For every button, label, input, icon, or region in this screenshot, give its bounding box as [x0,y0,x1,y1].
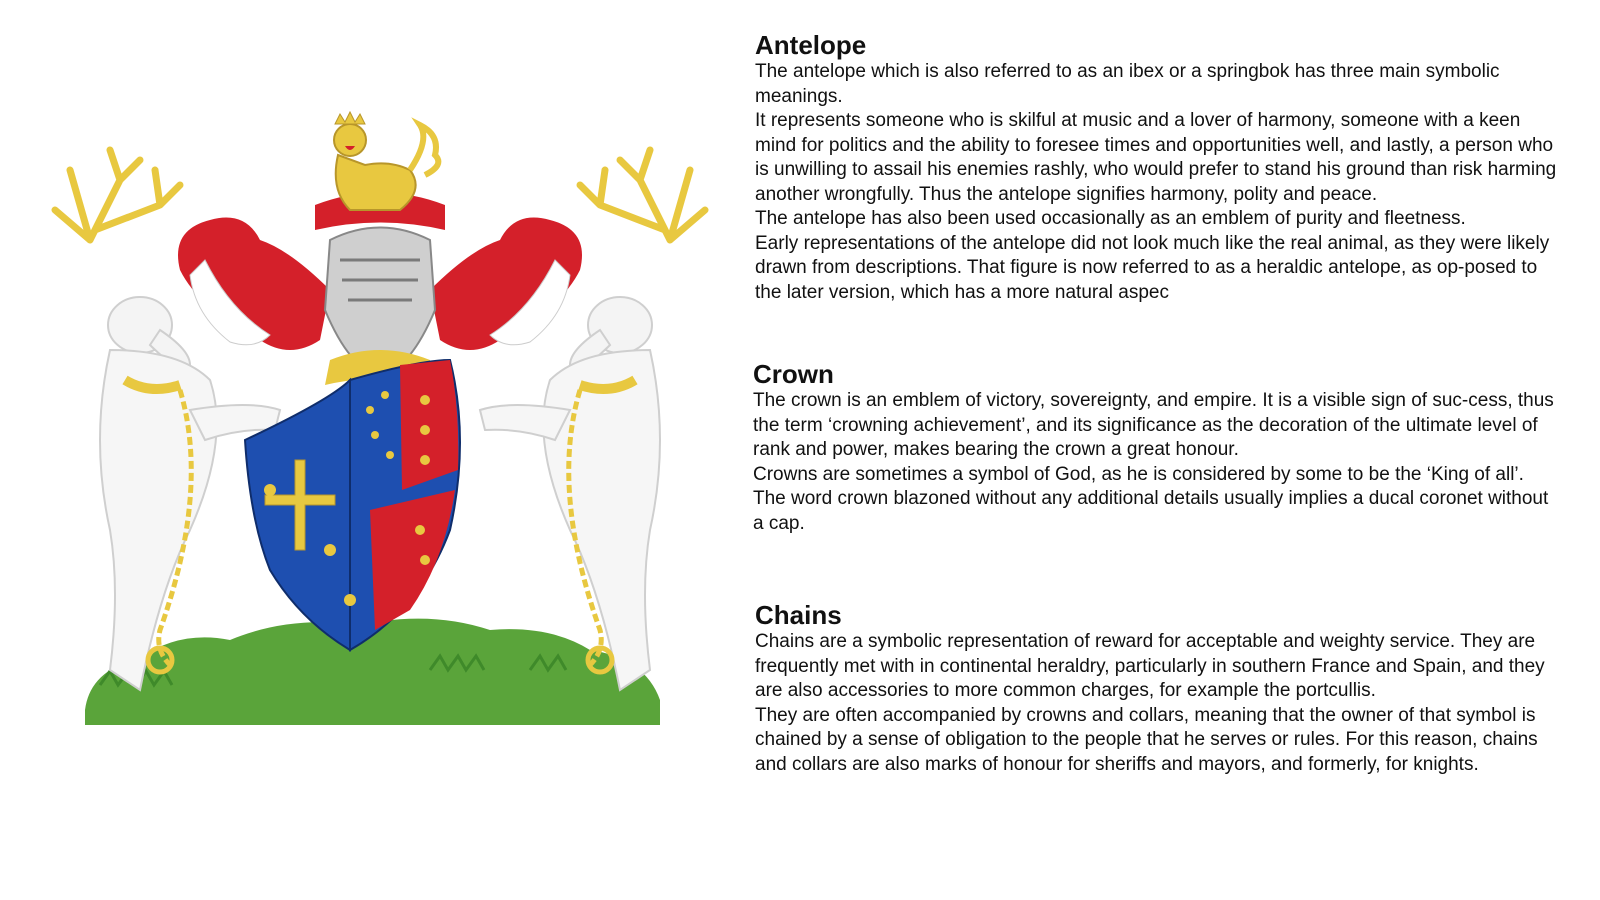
helmet [315,193,445,386]
paragraph: The antelope has also been used occasionally as an emblem of purity and fleetness. [755,208,1466,229]
section-title: Crown [753,359,834,389]
antelope-section [755,30,1565,305]
paragraph: Crowns are sometimes a symbol of God, as he is considered by some to be the ‘King of all’. [753,463,1524,485]
coat-of-arms-image [30,110,730,750]
paragraph: Chains are a symbolic representation of reward for acceptable and weighty service. They are frequently met with in continental heraldry, particularly in southern France and Spain, and they are also accessories to more common charges, for example the portcullis. [755,631,1545,701]
paragraph: Early representations of the antelope did not look much like the real animal, as they were likely drawn from descriptions. That figure is now referred to as a heraldic antelope, as op-posed to the later version, which has a more natural aspec [755,232,1550,303]
paragraph: The antelope which is also referred to as an ibex or a springbok has three main symbolic meanings. [755,61,1500,107]
chains-section [755,600,1565,777]
paragraph: The crown is an emblem of victory, sovereignty, and empire. It is a visible sign of suc-cess, thus the term ‘crowning achievement’, and its significance as the decoration of the ultimate level of rank and power, makes bearing the crown a great honour. [753,390,1554,460]
shield [245,360,460,650]
crest-lion [334,112,438,210]
section-title: Antelope [755,30,867,60]
crown-section [753,359,1563,536]
paragraph: They are often accompanied by crowns and collars, meaning that the owner of that symbol is chained by a sense of obligation to the people that he serves or rules. For this reason, chains and collars are also marks of honour for sheriffs and mayors, and formerly, for knights. [755,704,1538,775]
paragraph: It represents someone who is skilful at music and a lover of harmony, someone with a keen mind for politics and the ability to foresee times and opportunities well, and lastly, a person who is unwilling to assail his enemies rashly, who would prefer to stand his ground than risk harming another wrongfully. Thus the antelope signifies harmony, polity and peace. [755,110,1557,205]
section-title: Chains [755,600,842,630]
paragraph: The word crown blazoned without any additional details usually implies a ducal coronet without a cap. [753,488,1549,534]
